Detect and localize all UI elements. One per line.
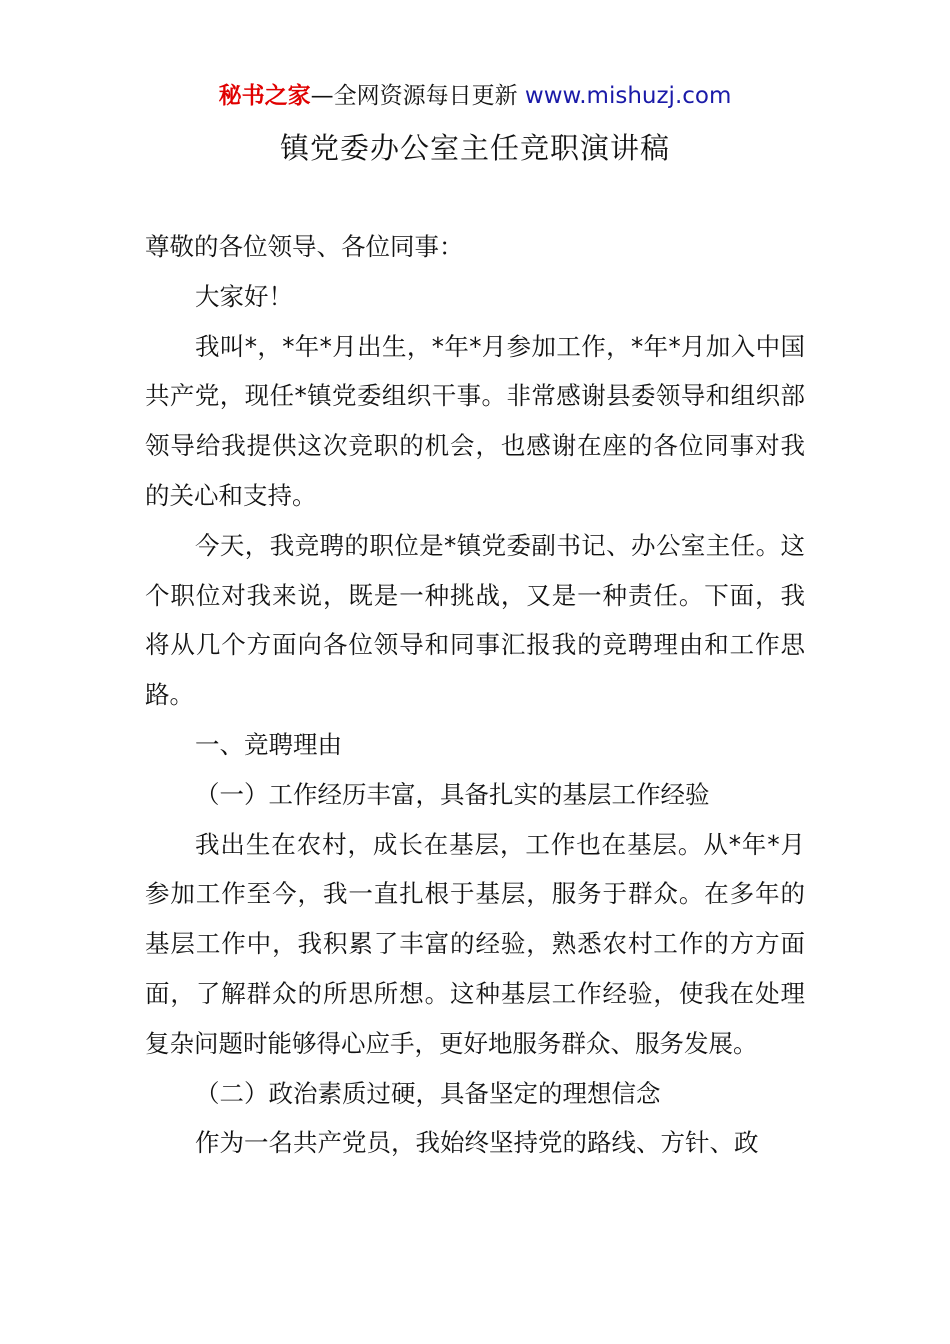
paragraph-position: 今天，我竞聘的职位是*镇党委副书记、办公室主任。这个职位对我来说，既是一种挑战，又是一种责任。下面，我将从几个方面向各位领导和同事汇报我的竞聘理由和工作思路。 (145, 530, 805, 710)
header-tagline: —全网资源每日更新 (310, 83, 518, 109)
document-title: 镇党委办公室主任竞职演讲稿 (279, 131, 670, 165)
site-url-link[interactable]: www.mishuzj.com (524, 83, 732, 109)
salutation: 尊敬的各位领导、各位同事： (145, 232, 464, 261)
greeting: 大家好！ (195, 281, 293, 311)
paragraph-political: 作为一名共产党员，我始终坚持党的路线、方针、政 (195, 1128, 759, 1158)
paragraph-experience: 我出生在农村，成长在基层，工作也在基层。从*年*月参加工作至今，我一直扎根于基层，服务于群众。在多年的基层工作中，我积累了丰富的经验，熟悉农村工作的方方面面，了解群众的所思所想。这种基层工作经验，使我在处理复杂问题时能够得心应手，更好地服务群众、服务发展。 (145, 829, 805, 1058)
section-heading: 一、竞聘理由 (195, 729, 342, 759)
document-body (145, 222, 805, 1168)
subsection-heading: （二）政治素质过硬，具备坚定的理想信念 (195, 1078, 661, 1108)
brand-name: 秘书之家 (218, 83, 311, 109)
site-header (0, 80, 950, 112)
paragraph-introduction: 我叫*，*年*月出生，*年*月参加工作，*年*月加入中国共产党，现任*镇党委组织干事。非常感谢县委领导和组织部领导给我提供这次竞职的机会，也感谢在座的各位同事对我的关心和支持。 (145, 331, 805, 510)
subsection-heading: （一）工作经历丰富，具备扎实的基层工作经验 (195, 779, 710, 809)
